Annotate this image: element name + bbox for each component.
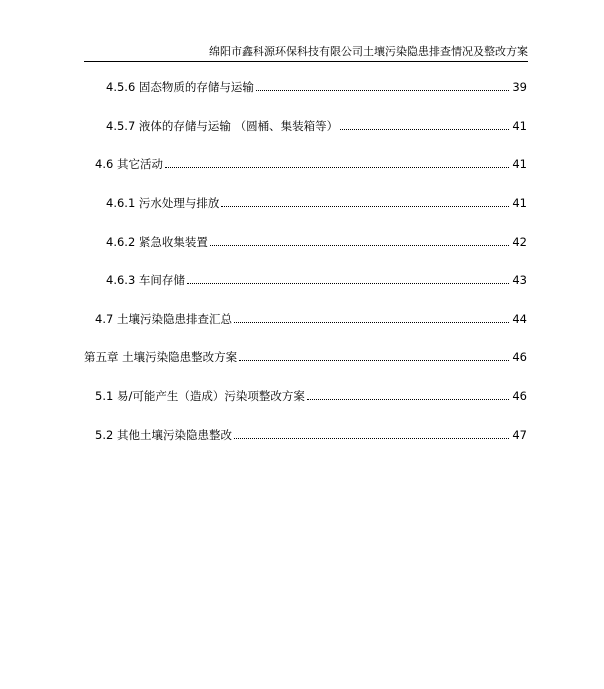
toc-entry-5-1[interactable]	[95, 386, 527, 404]
toc-entry-4-6-3[interactable]	[106, 270, 527, 288]
toc-leader-dots	[165, 167, 509, 168]
toc-page-number: 42	[512, 235, 527, 249]
toc-page-number: 41	[512, 119, 527, 133]
toc-entry-label: 5.1 易/可能产生（造成）污染项整改方案	[95, 389, 305, 403]
toc-entry-label: 4.6.2 紧急收集装置	[106, 235, 208, 249]
toc-page-number: 39	[512, 80, 527, 94]
toc-entry-5-2[interactable]	[95, 425, 527, 443]
toc-leader-dots	[234, 322, 509, 323]
toc-leader-dots	[256, 90, 509, 91]
toc-entry-label: 4.6 其它活动	[95, 157, 163, 171]
toc-leader-dots	[234, 438, 509, 439]
toc-leader-dots	[239, 360, 509, 361]
toc-entry-label: 4.6.3 车间存储	[106, 273, 185, 287]
toc-entry-label: 4.6.1 污水处理与排放	[106, 196, 220, 210]
toc-page-number: 41	[512, 196, 527, 210]
toc-entry-chapter-5[interactable]	[84, 347, 527, 365]
toc-leader-dots	[210, 245, 509, 246]
toc-leader-dots	[340, 129, 509, 130]
toc-leader-dots	[221, 206, 509, 207]
toc-entry-label: 第五章 土壤污染隐患整改方案	[84, 350, 238, 364]
toc-entry-4-6-1[interactable]	[106, 193, 527, 211]
header-title: 绵阳市鑫科源环保科技有限公司土壤污染隐患排查情况及整改方案	[209, 45, 528, 58]
toc-entry-4-7[interactable]	[95, 309, 527, 327]
toc-leader-dots	[307, 399, 510, 400]
toc-entry-4-5-7[interactable]	[106, 116, 527, 134]
toc-leader-dots	[187, 283, 509, 284]
toc-entry-4-5-6[interactable]	[106, 77, 527, 95]
toc-page-number: 47	[512, 428, 527, 442]
toc-entry-label: 4.5.7 液体的存储与运输 （圆桶、集装箱等）	[106, 119, 339, 133]
toc-entry-label: 4.5.6 固态物质的存储与运输	[106, 80, 254, 94]
toc-entry-label: 5.2 其他土壤污染隐患整改	[95, 428, 232, 442]
toc-entry-label: 4.7 土壤污染隐患排查汇总	[95, 312, 232, 326]
toc-page-number: 46	[512, 389, 527, 403]
toc-page-number: 44	[512, 312, 527, 326]
toc-entry-4-6[interactable]	[95, 154, 527, 172]
toc-page-number: 46	[512, 350, 527, 364]
toc-page-number: 43	[512, 273, 527, 287]
toc-entry-4-6-2[interactable]	[106, 232, 527, 250]
toc-page-number: 41	[512, 157, 527, 171]
